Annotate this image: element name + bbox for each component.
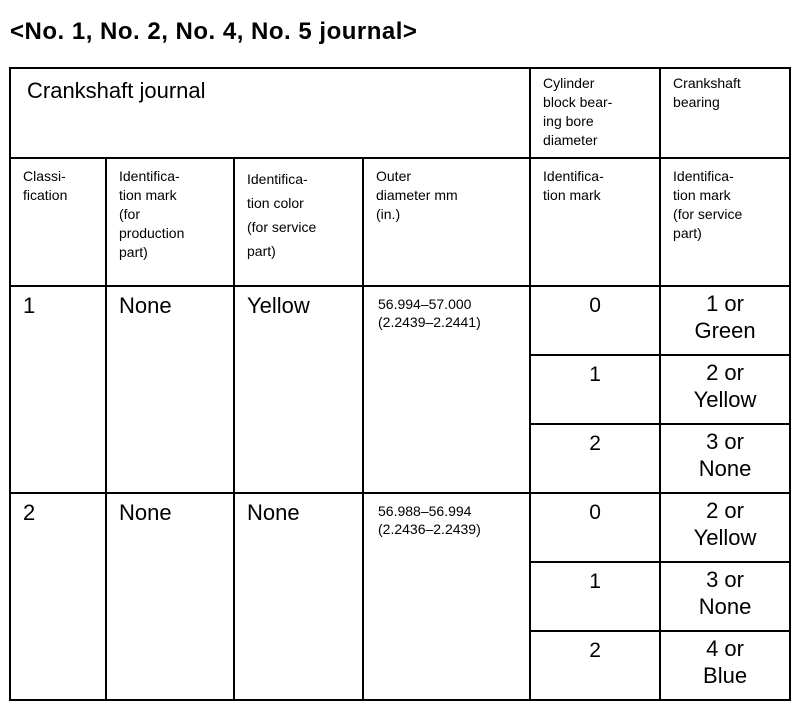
id-mark-cell: None — [106, 286, 234, 493]
journal-spec-table — [9, 67, 791, 701]
cyl-mark-cell: 2 — [530, 424, 660, 493]
col-header-cyl-id-mark: Identifica- tion mark — [530, 158, 660, 286]
col-header-id-color-service: Identifica- tion color (for service part) — [234, 158, 363, 286]
bearing-cell: 3 or None — [660, 424, 790, 493]
cyl-mark-cell: 2 — [530, 631, 660, 700]
col-header-id-mark-production: Identifica- tion mark (for production part) — [106, 158, 234, 286]
header-crankshaft-journal: Crankshaft journal — [10, 68, 530, 158]
classification-cell: 1 — [10, 286, 106, 493]
col-header-outer-diameter: Outer diameter mm (in.) — [363, 158, 530, 286]
table-subheader-row — [10, 158, 790, 286]
cyl-mark-cell: 1 — [530, 355, 660, 424]
table-row — [10, 286, 790, 355]
header-crankshaft-bearing: Crankshaft bearing — [660, 68, 790, 158]
cyl-mark-cell: 1 — [530, 562, 660, 631]
col-header-classification: Classi- fication — [10, 158, 106, 286]
cyl-mark-cell: 0 — [530, 493, 660, 562]
col-header-bearing-id-mark: Identifica- tion mark (for service part) — [660, 158, 790, 286]
outer-diameter-cell: 56.988–56.994 (2.2436–2.2439) — [363, 493, 530, 700]
id-color-cell: None — [234, 493, 363, 700]
id-mark-cell: None — [106, 493, 234, 700]
header-cylinder-block-bore: Cylinder block bear- ing bore diameter — [530, 68, 660, 158]
id-color-cell: Yellow — [234, 286, 363, 493]
cyl-mark-cell: 0 — [530, 286, 660, 355]
page-title: <No. 1, No. 2, No. 4, No. 5 journal> — [10, 18, 418, 45]
bearing-cell: 2 or Yellow — [660, 493, 790, 562]
bearing-cell: 2 or Yellow — [660, 355, 790, 424]
outer-diameter-cell: 56.994–57.000 (2.2439–2.2441) — [363, 286, 530, 493]
table-row — [10, 493, 790, 562]
bearing-cell: 3 or None — [660, 562, 790, 631]
bearing-cell: 4 or Blue — [660, 631, 790, 700]
bearing-cell: 1 or Green — [660, 286, 790, 355]
classification-cell: 2 — [10, 493, 106, 700]
table-header-row — [10, 68, 790, 158]
